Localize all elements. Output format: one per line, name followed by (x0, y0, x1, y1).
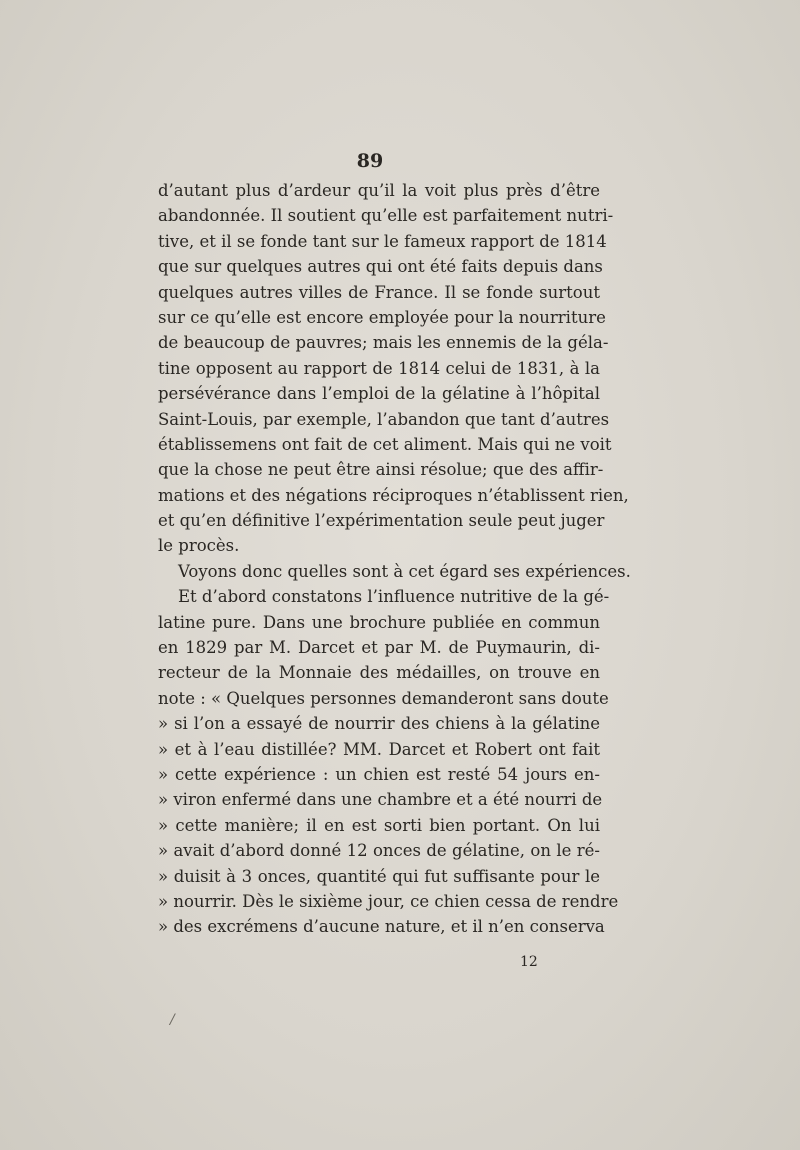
text-line: recteur de la Monnaie des médailles, on trouve en (158, 663, 600, 683)
text-line: et qu’en définitive l’expérimentation seule peut juger (158, 511, 605, 531)
text-line: tive, et il se fonde tant sur le fameux rapport de 1814 (158, 231, 607, 251)
text-line: » viron enfermé dans une chambre et a été nourri de (158, 790, 603, 810)
text-line: » avait d’abord donné 12 onces de gélatine, on le ré- (158, 841, 600, 861)
text-line: » des excrémens d’aucune nature, et il n’en conserva (158, 917, 605, 937)
text-line: » si l’on a essayé de nourrir des chiens à la gélatine (158, 714, 600, 734)
text-line: que sur quelques autres qui ont été faits depuis dans (158, 257, 603, 277)
text-line: Saint-Louis, par exemple, l’abandon que tant d’autres (158, 409, 610, 429)
text-line: abandonnée. Il soutient qu’elle est parfaitement nutri- (158, 206, 614, 226)
text-line: en 1829 par M. Darcet et par M. de Puymaurin, di- (158, 638, 600, 658)
body-text (158, 178, 631, 940)
text-line: de beaucoup de pauvres; mais les ennemis de la géla- (158, 333, 609, 353)
text-line: tine opposent au rapport de 1814 celui de 1831, à la (158, 358, 600, 378)
text-line: » et à l’eau distillée? MM. Darcet et Robert ont fait (158, 739, 600, 759)
text-line: d’autant plus d’ardeur qu’il la voit plus près d’être (158, 181, 600, 200)
text-line: » cette expérience : un chien est resté 54 jours en- (158, 764, 600, 784)
printer-signature-mark: 12 (520, 954, 538, 970)
text-line: persévérance dans l’emploi de la gélatine à l’hôpital (158, 384, 600, 404)
text-line: » nourrir. Dès le sixième jour, ce chien cessa de rendre (158, 891, 619, 911)
text-line: quelques autres villes de France. Il se fonde surtout (158, 282, 600, 302)
page-number: 89 (356, 150, 384, 172)
stray-pencil-mark: / (170, 1012, 175, 1028)
text-line: » cette manière; il en est sorti bien portant. On lui (158, 815, 600, 835)
text-line: le procès. (158, 536, 240, 556)
text-line: latine pure. Dans une brochure publiée en commun (158, 612, 600, 632)
text-line: note : « Quelques personnes demanderont sans doute (158, 688, 609, 708)
text-line: » duisit à 3 onces, quantité qui fut suffisante pour le (158, 866, 600, 886)
text-line: Et d’abord constatons l’influence nutritive de la gé- (178, 587, 610, 607)
text-line: établissemens ont fait de cet aliment. Mais qui ne voit (158, 434, 612, 454)
text-line: sur ce qu’elle est encore employée pour la nourriture (158, 307, 606, 327)
text-line: Voyons donc quelles sont à cet égard ses expériences. (178, 561, 631, 581)
text-line: mations et des négations réciproques n’établissent rien, (158, 485, 629, 505)
text-line: que la chose ne peut être ainsi résolue; que des affir- (158, 460, 604, 480)
